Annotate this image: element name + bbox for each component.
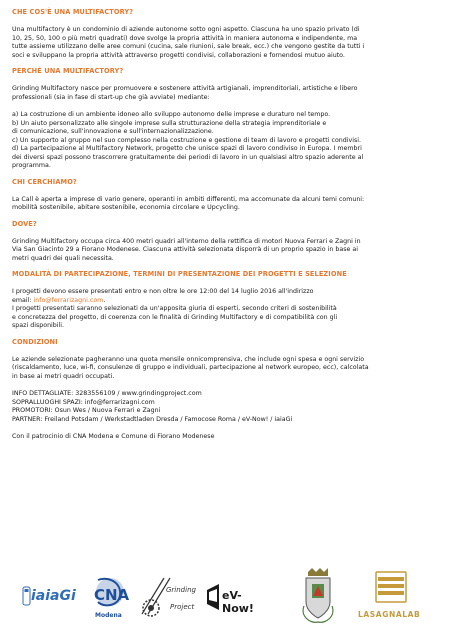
text-line: programma. <box>12 162 51 169</box>
text-line: Una multifactory è un condominio di aziende autonome sotto ogni aspetto. Ciascuna ha uno spazio privato (di <box>12 26 360 33</box>
logo-strip <box>0 560 450 632</box>
text-line: professionali (sia in fase di start-up che già avviate) mediante: <box>12 93 210 101</box>
text-line: d) La partecipazione al Multifactory Network, progetto che unisce spazi di lavoro condiviso in Europa. I membri <box>12 145 362 152</box>
cna-wordmark: CNA <box>94 586 130 604</box>
grinding-gear-icon <box>138 574 198 622</box>
document-body <box>12 8 440 442</box>
section-heading: DOVE? <box>12 219 37 228</box>
text-line: soci e sviluppano la propria attività attraverso progetti condivisi, collaborazioni e fornendosi mutuo aiuto. <box>12 51 345 59</box>
email-suffix: . <box>103 296 106 304</box>
text-line: mobilità sostenibile, abitare sostenibile, economia circolare e Upcycling. <box>12 204 240 211</box>
section-heading: CONDIZIONI <box>12 337 58 346</box>
contact-line: INFO DETTAGLIATE: 3283556109 / www.grindingproject.com <box>12 390 202 397</box>
ev-now-wordmark: eV-Now! <box>222 589 254 615</box>
text-line: I progetti devono essere presentati entro e non oltre le ore 12:00 del 14 luglio 2016 all'indirizzo <box>12 288 314 295</box>
iaiagi-wordmark: iaiaGi <box>31 588 76 604</box>
text-line: Grinding Multifactory nasce per promuovere e sostenere attività artigianali, imprenditoriali, artistiche e libero <box>12 85 358 92</box>
text-line: I progetti presentati saranno selezionati da un'apposita giuria di esperti, secondo criteri di sostenibilità <box>12 305 337 312</box>
text-line: di comunicazione, sull'innovazione e sull'internazionalizzazione. <box>12 128 214 135</box>
text-line: Grinding Multifactory occupa circa 400 metri quadri all'interno della rettifica di motori Nuova Ferrari e Zagni in <box>12 237 361 245</box>
section-heading: CHI CERCHIAMO? <box>12 177 77 186</box>
section-heading: CHE COS'È UNA MULTIFACTORY? <box>12 8 134 16</box>
email-label: email: <box>12 296 34 304</box>
text-line: 10, 25, 50, 100 o più metri quadrati) dove svolge la propria attività in maniera autonoma e indipendente, ma <box>12 34 358 42</box>
coat-of-arms-icon <box>300 566 336 626</box>
iaiagi-logo <box>22 584 78 610</box>
grinding-project-logo <box>138 574 198 622</box>
text-line: (riscaldamento, luce, wi-fi, consulenze di gruppo e individuali, partecipazione al network europeo, ecc), calcolata <box>12 364 369 371</box>
contact-line: SOPRALLUOGHI SPAZI: info@ferrarizagni.com <box>12 398 155 406</box>
text-line: dei diversi spazi possono trascorrere gratuitamente dei periodi di lavoro in un qualsiasi altro spazio aderente al <box>12 153 364 161</box>
lasagnalab-logo <box>352 566 432 624</box>
contact-line: PARTNER: Freiland Potsdam / Werkstadtladen Dresda / Famocose Roma / eV-Now! / iaiaGi <box>12 415 293 423</box>
cna-subtitle: Modena <box>95 612 122 619</box>
text-line: tutte assieme utilizzano delle aree comuni (cucina, sale riunioni, sale break, ecc.) che vengono gestite da tutti i <box>12 43 365 50</box>
text-line: Le aziende selezionate pagheranno una quota mensile onnicomprensiva, che include ogni spesa e ogni servizio <box>12 355 365 363</box>
patronage-line: Con il patrocinio di CNA Modena e Comune di Fiorano Modenese <box>12 433 215 440</box>
contact-line: PROMOTORI: Osun Wes / Nuova Ferrari e Zagni <box>12 407 161 414</box>
lasagnalab-box-icon <box>352 566 432 610</box>
text-line: spazi disponibili. <box>12 322 65 329</box>
text-line: b) Un aiuto personalizzato alle singole imprese sulla strutturazione della strategia imprenditoriale e <box>12 119 327 127</box>
text-line: La Call è aperta a imprese di vario genere, operanti in ambiti differenti, ma accomunate da alcuni temi comuni: <box>12 195 365 203</box>
section-heading: MODALITÀ DI PARTECIPAZIONE, TERMINI DI PRESENTAZIONE DEI PROGETTI E SELEZIONE <box>12 270 347 278</box>
text-line: e concretezza del progetto, di coerenza con le finalità di Grinding Multifactory e di compatibilità con gli <box>12 313 338 321</box>
lasagnalab-wordmark: LASAGNALAB <box>358 610 421 619</box>
text-line: Via San Giacinto 29 a Fiorano Modenese. Ciascuna attività selezionata disporrà di un proprio spazio in base ai <box>12 246 358 253</box>
project-wordmark: Project <box>170 603 195 611</box>
text-line: in base ai metri quadri occupati. <box>12 372 115 380</box>
email-line <box>12 297 440 306</box>
fiorano-crest <box>300 566 336 626</box>
text-line: metri quadri dei quali necessita. <box>12 254 114 262</box>
section-heading: PERCHÉ UNA MULTIFACTORY? <box>12 67 124 75</box>
email-link[interactable]: info@ferrarizagni.com <box>33 296 104 304</box>
grinding-wordmark: Grinding <box>166 586 196 594</box>
ev-now-logo <box>205 580 273 614</box>
text-line: c) Un supporto al gruppo nel suo complesso nella costruzione e gestione di team di lavoro e progetti condivisi. <box>12 136 362 144</box>
text-line: a) La costruzione di un ambiente idoneo allo sviluppo autonomo delle imprese e duraturo nel tempo. <box>12 111 331 118</box>
cna-logo <box>88 574 128 624</box>
